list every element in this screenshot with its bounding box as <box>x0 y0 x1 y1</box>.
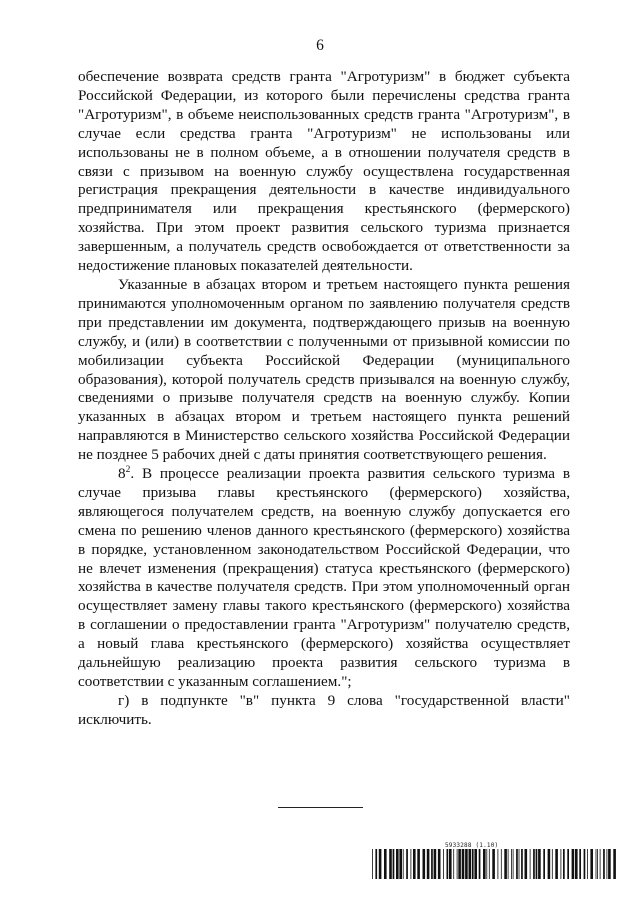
footer-divider <box>278 807 363 808</box>
document-body <box>78 68 570 730</box>
barcode-label: 5933288 (1.10) <box>445 842 499 849</box>
paragraph-decisions: Указанные в абзацах втором и третьем настоящего пункта решения принимаются уполномоченным органом по заявлению получателя средств при представлении им документа, подтверждающего призыв на военную службу, и (или) в соответствии с полученными от призывной комиссии по мобилизации субъекта Российской Федерации (муниципального образования), которой получатель средств призывался на военную службу, сведениями о призыве получателя средств на военную службу. Копии указанных в абзацах втором и третьем настоящего пункта решений направляются в Министерство сельского хозяйства Российской Федерации не позднее 5 рабочих дней с даты принятия соответствующего решения. <box>78 275 570 464</box>
clause-8-2 <box>78 465 570 692</box>
item-g: г) в подпункте "в" пункта 9 слова "государственной власти" исключить. <box>78 691 570 728</box>
clause-number: 8 <box>118 465 126 483</box>
paragraph-continuation: обеспечение возврата средств гранта "Агротуризм" в бюджет субъекта Российской Федерации, из которого были перечислены средства гранта "Агротуризм", в объеме неиспользованных средств гранта "Агротуризм", в случае если средства гранта "Агротуризм" не использованы или использованы не в полном объеме, а в отношении получателя средств в связи с призывом на военную службу осуществлена государственная регистрация прекращения деятельности в качестве индивидуального предпринимателя или прекращения крестьянского (фермерского) хозяйства. При этом проект развития сельского туризма признается завершенным, а получатель средств освобождается от ответственности за недостижение плановых показателей деятельности. <box>78 68 570 275</box>
barcode-icon <box>372 849 617 879</box>
page-number: 6 <box>316 37 324 54</box>
clause-superscript: 2 <box>125 465 131 476</box>
clause-text: . В процессе реализации проекта развития сельского туризма в случае призыва главы крестьянского (фермерского) хозяйства, являющегося получателем средств, на военную службу допускается его смена по решению членов данного крестьянского (фермерского) хозяйства в порядке, установленном законодательством Российской Федерации, что не влечет изменения (прекращения) статуса крестьянского (фермерского) хозяйства в качестве получателя средств. При этом уполномоченный орган осуществляет замену главы такого крестьянского (фермерского) хозяйства в соглашении о предоставлении гранта "Агротуризм" получателю средств, а новый глава крестьянского (фермерского) хозяйства осуществляет дальнейшую реализацию проекта развития сельского туризма в соответствии с указанным соглашением."; <box>78 465 570 690</box>
